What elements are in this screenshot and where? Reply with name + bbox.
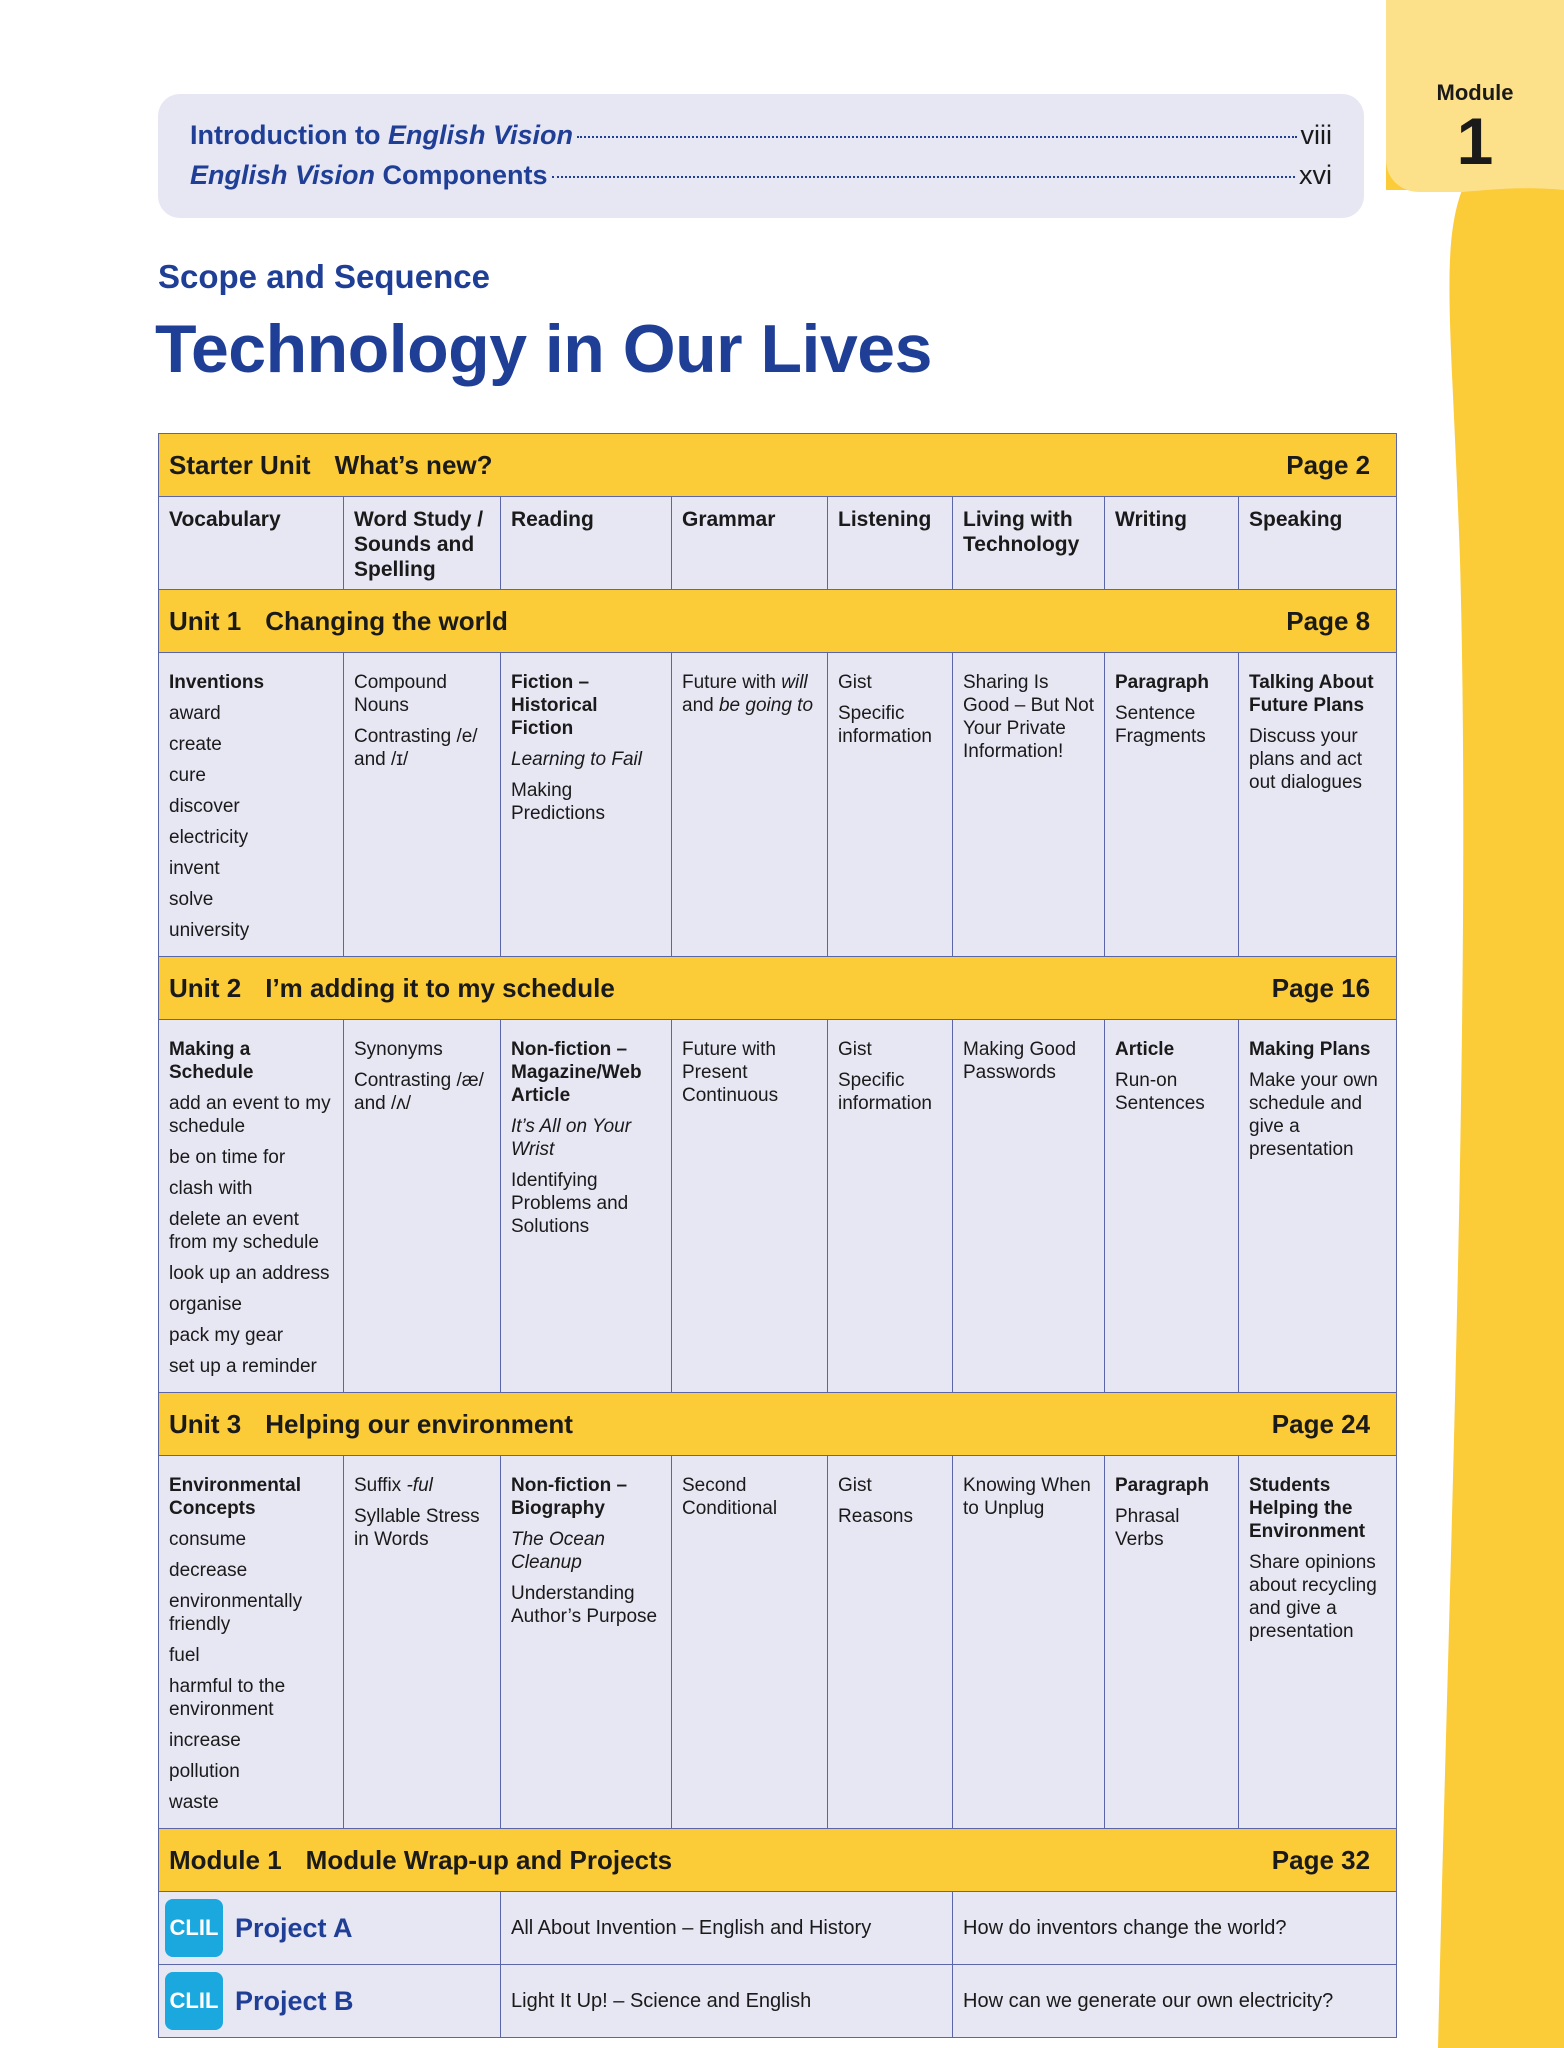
unit-label: Unit 1 <box>169 605 242 636</box>
col-header: Reading <box>501 497 672 590</box>
speaking-heading: Students Helping the Environment <box>1249 1475 1366 1542</box>
writing-item: Sentence Fragments <box>1115 703 1206 747</box>
unit-name: Changing the world <box>265 605 508 636</box>
grammar-cell <box>672 1020 828 1393</box>
contents-box <box>158 94 1364 218</box>
col-header: Writing <box>1105 497 1239 590</box>
project-subject-cell: Light It Up! – Science and English <box>501 1965 953 2038</box>
vocabulary-cell <box>159 1456 344 1829</box>
writing-cell <box>1105 653 1239 957</box>
unit-page: Page 16 <box>1271 972 1371 1003</box>
project-question-cell: How do inventors change the world? <box>953 1892 1397 1965</box>
vocab-heading: Environmental Concepts <box>169 1475 301 1519</box>
grammar-text-italic: will <box>781 672 808 693</box>
listening-cell <box>828 653 953 957</box>
toc-page-number: viii <box>1300 120 1332 150</box>
writing-cell <box>1105 1456 1239 1829</box>
speaking-item: Discuss your plans and act out dialogues <box>1249 726 1363 793</box>
toc-row-introduction[interactable] <box>190 120 1332 160</box>
speaking-item: Share opinions about recycling and give a presentation <box>1249 1552 1377 1642</box>
listening-item: Reasons <box>838 1506 913 1527</box>
listening-cell <box>828 1456 953 1829</box>
unit-name: What’s new? <box>334 449 493 480</box>
living-with-technology-cell: Making Good Passwords <box>953 1020 1105 1393</box>
unit-page: Page 24 <box>1271 1408 1371 1439</box>
vocab-word: discover <box>169 796 240 817</box>
unit-band-1 <box>159 590 1397 653</box>
grammar-text: Future with <box>682 672 782 693</box>
section-eyebrow: Scope and Sequence <box>158 258 490 295</box>
vocabulary-cell <box>159 1020 344 1393</box>
word-study-item: Compound Nouns <box>354 672 447 716</box>
reading-cell <box>501 1456 672 1829</box>
word-study-cell <box>344 653 501 957</box>
project-name: Project A <box>235 1912 353 1943</box>
listening-item: Gist <box>838 1039 872 1060</box>
writing-heading: Paragraph <box>1115 1475 1209 1496</box>
word-study-item: Contrasting /e/ and /ɪ/ <box>354 726 478 770</box>
grammar-cell <box>672 1456 828 1829</box>
vocab-word: set up a reminder <box>169 1356 317 1377</box>
grammar-text: Future with Present Continuous <box>682 1039 779 1106</box>
vocab-word: fuel <box>169 1645 200 1666</box>
module-tab-number: 1 <box>1456 104 1494 178</box>
unit-page: Page 2 <box>1286 449 1371 480</box>
grammar-cell <box>672 653 828 957</box>
unit-band-3 <box>159 1393 1397 1456</box>
unit-band-starter <box>159 434 1397 497</box>
writing-heading: Paragraph <box>1115 672 1209 693</box>
reading-skill: Making Predictions <box>511 780 605 824</box>
unit-label: Module 1 <box>169 1844 282 1875</box>
vocab-word: decrease <box>169 1560 248 1581</box>
reading-genre: Non-fiction – Biography <box>511 1475 628 1519</box>
vocab-word: clash with <box>169 1178 253 1199</box>
unit-name: I’m adding it to my schedule <box>265 972 615 1003</box>
word-study-item: Syllable Stress in Words <box>354 1506 480 1550</box>
vocab-word: increase <box>169 1730 241 1751</box>
project-name-cell <box>159 1892 501 1965</box>
vocab-word: electricity <box>169 827 249 848</box>
unit-label: Unit 3 <box>169 1408 242 1439</box>
living-with-technology-cell: Sharing Is Good – But Not Your Private Information! <box>953 653 1105 957</box>
reading-genre: Non-fiction – Magazine/Web Article <box>511 1039 642 1106</box>
writing-cell <box>1105 1020 1239 1393</box>
module-tab-label: Module <box>1436 80 1514 105</box>
writing-heading: Article <box>1115 1039 1175 1060</box>
word-study-text-italic: -ful <box>406 1475 433 1496</box>
vocab-word: harmful to the environment <box>169 1676 286 1720</box>
living-with-technology-cell: Knowing When to Unplug <box>953 1456 1105 1829</box>
vocab-word: cure <box>169 765 206 786</box>
wrapup-band <box>159 1829 1397 1892</box>
listening-item: Specific information <box>838 1070 932 1114</box>
toc-text-italic: English Vision <box>387 120 573 150</box>
toc-text: Components <box>375 160 548 190</box>
unit-label: Starter Unit <box>169 449 311 480</box>
page-title: Technology in Our Lives <box>155 311 932 387</box>
col-header: Word Study / Sounds and Spelling <box>344 497 501 590</box>
unit-label: Unit 2 <box>169 972 242 1003</box>
vocab-word: be on time for <box>169 1147 286 1168</box>
toc-text: Introduction to <box>190 120 388 150</box>
toc-page-number: xvi <box>1299 160 1332 190</box>
project-question-cell: How can we generate our own electricity? <box>953 1965 1397 2038</box>
word-study-cell <box>344 1020 501 1393</box>
unit-band-2 <box>159 957 1397 1020</box>
vocab-word: look up an address <box>169 1263 330 1284</box>
vocab-word: solve <box>169 889 214 910</box>
vocab-word: pack my gear <box>169 1325 284 1346</box>
speaking-heading: Making Plans <box>1249 1039 1371 1060</box>
col-header: Listening <box>828 497 953 590</box>
column-header-row <box>159 497 1397 590</box>
vocab-word: add an event to my schedule <box>169 1093 331 1137</box>
unit-name: Module Wrap-up and Projects <box>305 1844 673 1875</box>
writing-item: Phrasal Verbs <box>1115 1506 1180 1550</box>
listening-item: Gist <box>838 672 872 693</box>
unit-row-1 <box>159 653 1397 957</box>
scope-sequence-table <box>158 433 1397 2038</box>
speaking-heading: Talking About Future Plans <box>1249 672 1374 716</box>
speaking-cell <box>1239 1456 1397 1829</box>
reading-skill: Identifying Problems and Solutions <box>511 1170 629 1237</box>
col-header: Grammar <box>672 497 828 590</box>
clil-badge-icon: CLIL <box>165 1972 223 2030</box>
vocab-word: invent <box>169 858 220 879</box>
word-study-item: Contrasting /æ/ and /ʌ/ <box>354 1070 484 1114</box>
reading-title: The Ocean Cleanup <box>511 1529 605 1573</box>
project-subject-cell: All About Invention – English and History <box>501 1892 953 1965</box>
speaking-item: Make your own schedule and give a presentation <box>1249 1070 1378 1160</box>
col-header: Speaking <box>1239 497 1397 590</box>
vocab-word: environmentally friendly <box>169 1591 303 1635</box>
unit-page: Page 8 <box>1286 605 1371 636</box>
grammar-text-italic: be going to <box>718 695 814 716</box>
project-name: Project B <box>235 1985 354 2016</box>
listening-cell <box>828 1020 953 1393</box>
vocab-word: organise <box>169 1294 242 1315</box>
vocab-word: waste <box>169 1792 219 1813</box>
unit-row-2 <box>159 1020 1397 1393</box>
toc-leader-dots <box>577 136 1297 138</box>
col-header: Vocabulary <box>159 497 344 590</box>
unit-row-3 <box>159 1456 1397 1829</box>
vocab-word: award <box>169 703 221 724</box>
speaking-cell <box>1239 1020 1397 1393</box>
word-study-cell <box>344 1456 501 1829</box>
project-name-cell <box>159 1965 501 2038</box>
project-row-b <box>159 1965 1397 2038</box>
word-study-text: Suffix <box>354 1475 407 1496</box>
speaking-cell <box>1239 653 1397 957</box>
vocab-word: university <box>169 920 250 941</box>
writing-item: Run-on Sentences <box>1115 1070 1205 1114</box>
listening-item: Specific information <box>838 703 932 747</box>
unit-page: Page 32 <box>1271 1844 1371 1875</box>
vocabulary-cell <box>159 653 344 957</box>
vocab-word: create <box>169 734 222 755</box>
reading-skill: Understanding Author’s Purpose <box>511 1583 658 1627</box>
reading-title: Learning to Fail <box>511 749 642 770</box>
vocab-word: consume <box>169 1529 247 1550</box>
module-tab <box>1386 0 1564 192</box>
vocab-heading: Inventions <box>169 672 265 693</box>
word-study-item: Synonyms <box>354 1039 443 1060</box>
grammar-text: and <box>682 695 719 716</box>
project-row-a <box>159 1892 1397 1965</box>
word-study-item <box>354 1474 492 1497</box>
col-header: Living with Technology <box>953 497 1105 590</box>
reading-title: It’s All on Your Wrist <box>511 1116 632 1160</box>
reading-genre: Fiction – Historical Fiction <box>511 672 598 739</box>
toc-text-italic: English Vision <box>190 160 376 190</box>
reading-cell <box>501 1020 672 1393</box>
clil-badge-icon: CLIL <box>165 1899 223 1957</box>
vocab-heading: Making a Schedule <box>169 1039 254 1083</box>
toc-leader-dots <box>552 176 1295 178</box>
reading-cell <box>501 653 672 957</box>
vocab-word: pollution <box>169 1761 240 1782</box>
grammar-text: Second Conditional <box>682 1475 778 1519</box>
listening-item: Gist <box>838 1475 872 1496</box>
toc-row-components[interactable] <box>190 160 1332 200</box>
unit-name: Helping our environment <box>265 1408 573 1439</box>
vocab-word: delete an event from my schedule <box>169 1209 319 1253</box>
